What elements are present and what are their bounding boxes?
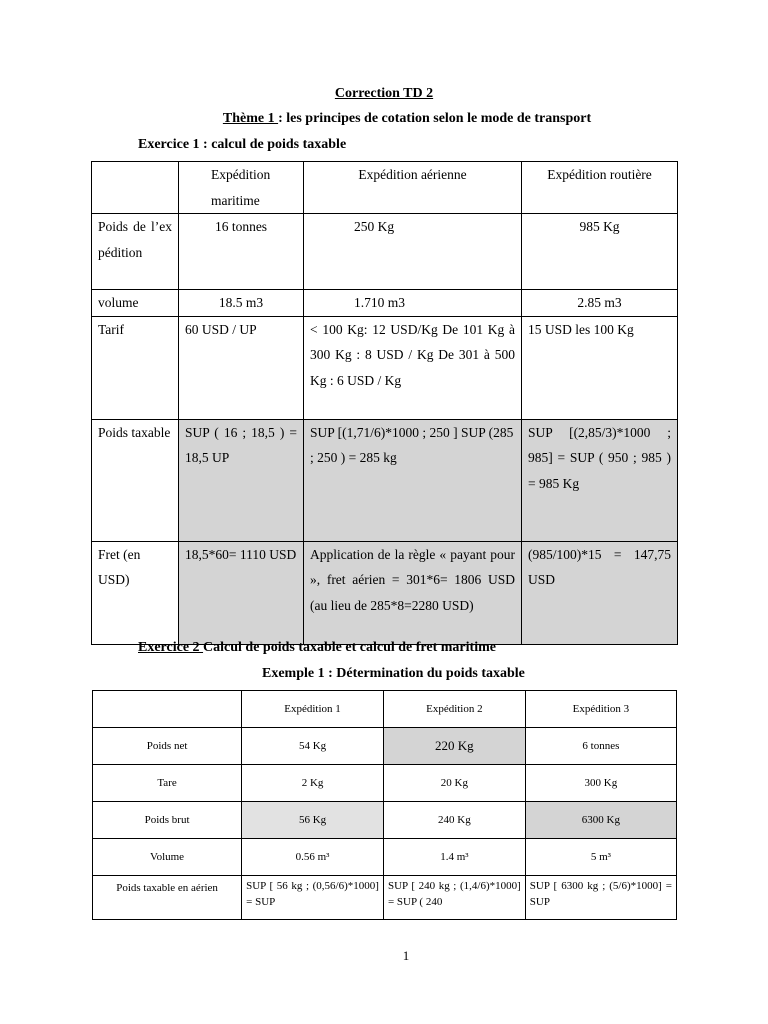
- table-cell: 16 tonnes: [179, 214, 304, 290]
- table-row: [93, 728, 677, 765]
- table-cell: SUP [(2,85/3)*1000 ; 985] = SUP ( 950 ; 985 ) = 985 Kg: [522, 419, 678, 541]
- row-label: Poids de l’expédition: [92, 214, 179, 290]
- table-cell: 54 Kg: [242, 728, 384, 765]
- taxable-weight-table: [91, 161, 678, 645]
- table-cell: SUP [ 6300 kg ; (5/6)*1000] = SUP: [525, 876, 676, 920]
- table-cell: SUP [ 240 kg ; (1,4/6)*1000] = SUP ( 240: [383, 876, 525, 920]
- table-cell: 220 Kg: [383, 728, 525, 765]
- table-cell: 18.5 m3: [179, 290, 304, 317]
- header-expedition-3: Expédition 3: [525, 691, 676, 728]
- table-cell: 20 Kg: [383, 765, 525, 802]
- row-label: Poids net: [93, 728, 242, 765]
- document-title: Correction TD 2: [334, 86, 434, 101]
- exercise2-text: Calcul de poids taxable et calcul de fret maritime: [203, 640, 496, 655]
- table-row: [93, 802, 677, 839]
- table-cell: 240 Kg: [383, 802, 525, 839]
- row-label: Tarif: [92, 316, 179, 419]
- table-row: [92, 419, 678, 541]
- table-header-row: [92, 162, 678, 214]
- theme-heading: [0, 111, 768, 127]
- table-cell: 6 tonnes: [525, 728, 676, 765]
- header-routiere: Expédition routière: [522, 162, 678, 214]
- row-label: Poids brut: [93, 802, 242, 839]
- table-cell: 2 Kg: [242, 765, 384, 802]
- table-corner-cell: [93, 691, 242, 728]
- table-cell: 6300 Kg: [525, 802, 676, 839]
- table-cell: SUP ( 16 ; 18,5 ) = 18,5 UP: [179, 419, 304, 541]
- table-row: [92, 214, 678, 290]
- table-row: [92, 541, 678, 644]
- shipment-weights-table: [92, 690, 677, 920]
- row-label: Volume: [93, 839, 242, 876]
- row-label: Poids taxable en aérien: [93, 876, 242, 920]
- table-cell: 0.56 m³: [242, 839, 384, 876]
- table-cell: SUP [(1,71/6)*1000 ; 250 ] SUP (285 ; 250 ) = 285 kg: [304, 419, 522, 541]
- table-cell: 985 Kg: [522, 214, 678, 290]
- theme-text: : les principes de cotation selon le mode de transport: [278, 111, 592, 126]
- row-label: Fret (en USD): [92, 541, 179, 644]
- table-header-row: [93, 691, 677, 728]
- table-row: [93, 839, 677, 876]
- table-cell: 1.710 m3: [304, 290, 522, 317]
- exercise1-heading: Exercice 1 : calcul de poids taxable: [138, 137, 347, 152]
- table-row: [93, 765, 677, 802]
- table-cell: 1.4 m³: [383, 839, 525, 876]
- row-label: Poids taxable: [92, 419, 179, 541]
- table-corner-cell: [92, 162, 179, 214]
- table-cell: 300 Kg: [525, 765, 676, 802]
- header-expedition-1: Expédition 1: [242, 691, 384, 728]
- header-maritime: Expédition maritime: [179, 162, 304, 214]
- row-label: volume: [92, 290, 179, 317]
- table-row: [92, 290, 678, 317]
- table-cell: 15 USD les 100 Kg: [522, 316, 678, 419]
- page-number: 1: [402, 948, 410, 963]
- header-aerienne: Expédition aérienne: [304, 162, 522, 214]
- table-cell: 250 Kg: [304, 214, 522, 290]
- exercise2-heading: [138, 640, 496, 656]
- table-cell: 18,5*60= 1110 USD: [179, 541, 304, 644]
- table-row: [92, 316, 678, 419]
- row-label: Tare: [93, 765, 242, 802]
- table-cell: 60 USD / UP: [179, 316, 304, 419]
- table-cell: 56 Kg: [242, 802, 384, 839]
- table-cell: (985/100)*15 = 147,75 USD: [522, 541, 678, 644]
- table-cell: < 100 Kg: 12 USD/Kg De 101 Kg à 300 Kg : 8 USD / Kg De 301 à 500 Kg : 6 USD / Kg: [304, 316, 522, 419]
- table-cell: SUP [ 56 kg ; (0,56/6)*1000] = SUP: [242, 876, 384, 920]
- table-row: [93, 876, 677, 920]
- example1-heading: Exemple 1 : Détermination du poids taxable: [262, 666, 525, 681]
- table-cell: 2.85 m3: [522, 290, 678, 317]
- theme-label: Thème 1: [222, 111, 279, 126]
- table-cell: 5 m³: [525, 839, 676, 876]
- header-expedition-2: Expédition 2: [383, 691, 525, 728]
- exercise2-label: Exercice 2: [138, 640, 204, 655]
- table-cell: Application de la règle « payant pour », fret aérien = 301*6= 1806 USD (au lieu de 285*8=2280 USD): [304, 541, 522, 644]
